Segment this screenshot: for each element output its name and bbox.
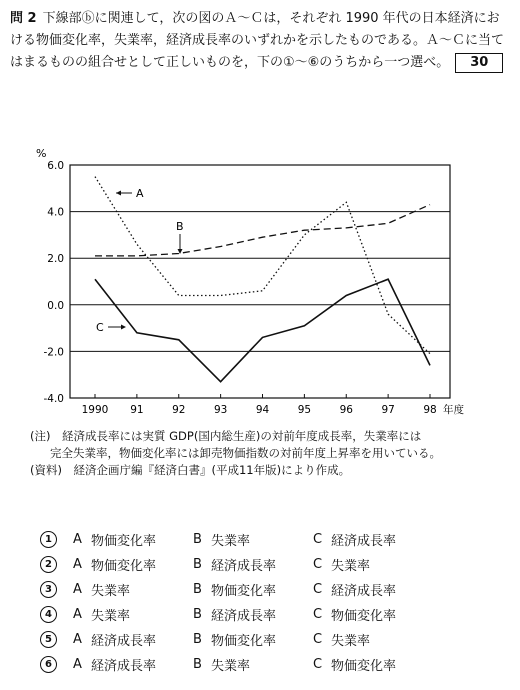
choice-5[interactable]: [40, 627, 433, 652]
series-a-line: [95, 177, 430, 354]
choice-value-b: 経済成長率: [211, 559, 277, 574]
series-label: C: [96, 321, 104, 334]
choice-number: 2: [40, 556, 57, 573]
choice-value-a: 物価変化率: [91, 559, 157, 574]
choice-value-c: 物価変化率: [331, 659, 397, 674]
line-chart: [0, 135, 520, 425]
choice-key-a: A: [73, 632, 82, 647]
choice-key-c: C: [313, 582, 323, 597]
choice-3[interactable]: [40, 577, 433, 602]
choice-key-c: C: [313, 607, 323, 622]
series-annotations: [96, 187, 184, 334]
y-axis-ticks: [44, 160, 65, 405]
choice-1[interactable]: [40, 527, 433, 552]
x-axis-suffix: 年度: [443, 404, 464, 416]
y-tick-label: -2.0: [43, 346, 64, 359]
series-c-arrowhead: [121, 325, 126, 330]
source-label: (資料): [30, 463, 62, 477]
series-b-line: [95, 205, 430, 256]
choice-number: 6: [40, 656, 57, 673]
x-tick-label: 91: [130, 404, 144, 416]
choice-value-c: 失業率: [331, 559, 371, 574]
x-tick-label: 93: [213, 404, 228, 416]
choice-value-b: 物価変化率: [211, 584, 277, 599]
question-number: 問 2: [10, 11, 37, 26]
choice-key-b: B: [193, 557, 202, 572]
chart-notes: [30, 428, 510, 479]
x-tick-label: 98: [423, 404, 437, 416]
choice-key-c: C: [313, 557, 323, 572]
note-label: (注): [30, 429, 51, 443]
plot-frame: [70, 165, 450, 398]
note-line-2: 完全失業率，物価変化率には卸売物価指数の対前年度上昇率を用いている。: [50, 446, 441, 460]
x-tick-label: 97: [381, 404, 395, 416]
choice-value-a: 物価変化率: [91, 534, 157, 549]
choice-value-a: 経済成長率: [91, 659, 157, 674]
grid-lines: [70, 212, 450, 352]
choice-number: 5: [40, 631, 57, 648]
choice-key-a: A: [73, 582, 82, 597]
choice-key-a: A: [73, 657, 82, 672]
choice-2[interactable]: [40, 552, 433, 577]
x-tick-label: 1990: [81, 404, 109, 416]
choice-key-a: A: [73, 557, 82, 572]
choice-value-b: 失業率: [211, 534, 251, 549]
source-text: 経済企画庁編『経済白書』(平成11年版)により作成。: [73, 463, 351, 477]
choice-value-a: 失業率: [91, 609, 131, 624]
y-axis-unit-label: %: [36, 147, 47, 160]
choice-key-c: C: [313, 532, 323, 547]
choice-key-a: A: [73, 607, 82, 622]
choice-value-b: 物価変化率: [211, 634, 277, 649]
choice-key-b: B: [193, 532, 202, 547]
choice-number: 4: [40, 606, 57, 623]
y-tick-label: -4.0: [43, 393, 64, 405]
y-tick-label: 6.0: [47, 160, 64, 172]
y-tick-label: 4.0: [47, 206, 64, 219]
question-block: [10, 8, 510, 74]
choice-number: 1: [40, 531, 57, 548]
series-c-line: [95, 279, 430, 382]
choice-key-c: C: [313, 632, 323, 647]
choice-value-c: 経済成長率: [331, 584, 397, 599]
series-label: A: [136, 187, 144, 200]
y-tick-label: 2.0: [47, 253, 64, 266]
choice-key-b: B: [193, 632, 202, 647]
choice-key-b: B: [193, 607, 202, 622]
choice-key-b: B: [193, 657, 202, 672]
x-tick-label: 94: [255, 404, 270, 416]
choice-value-a: 失業率: [91, 584, 131, 599]
choice-value-c: 物価変化率: [331, 609, 397, 624]
x-axis-ticks: [82, 394, 465, 416]
choice-key-c: C: [313, 657, 323, 672]
choice-6[interactable]: [40, 652, 433, 677]
choice-value-a: 経済成長率: [91, 634, 157, 649]
note-line-1: 経済成長率には実質 GDP(国内総生産)の対前年度成長率，失業率には: [61, 429, 422, 443]
y-tick-label: 0.0: [47, 299, 64, 312]
choice-key-b: B: [193, 582, 202, 597]
question-text: 下線部ⓑに関連して，次の図のＡ～Ｃは，それぞれ 1990 年代の日本経済における物価変化率，失業率，経済成長率のいずれかを示したものである。Ａ～Ｃに当てはまるものの組合せとして正しいものを，下の①～⑥のうちから一つ選べ。: [10, 11, 505, 70]
answer-box[interactable]: 30: [455, 53, 503, 73]
choice-list: [40, 527, 433, 677]
x-tick-label: 96: [339, 404, 353, 416]
choice-number: 3: [40, 581, 57, 598]
choice-value-b: 失業率: [211, 659, 251, 674]
choice-value-b: 経済成長率: [211, 609, 277, 624]
choice-value-c: 失業率: [331, 634, 371, 649]
series-a-arrowhead: [116, 191, 121, 196]
choice-value-c: 経済成長率: [331, 534, 397, 549]
choice-4[interactable]: [40, 602, 433, 627]
series-label: B: [176, 220, 184, 233]
x-tick-label: 92: [172, 404, 186, 416]
x-tick-label: 95: [297, 404, 312, 416]
choice-key-a: A: [73, 532, 82, 547]
